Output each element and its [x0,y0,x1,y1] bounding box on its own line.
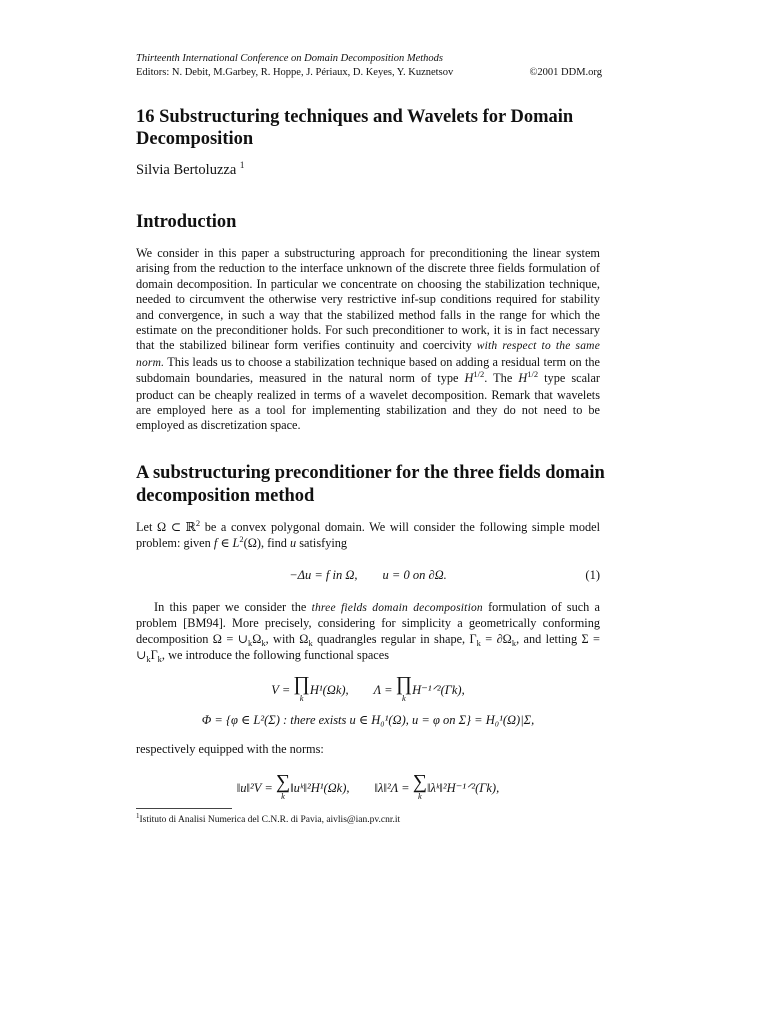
intro-text-b: This leads us to choose a stabilization technique based on adding a residual term on the subdomain boundaries, measured in the natural norm of type [136,354,600,386]
subscript: k [146,654,151,665]
text-fragment: satisfying [296,536,348,551]
subscript: k [511,637,517,648]
equation-spaces [136,673,600,704]
subscript: k [157,654,162,665]
product-symbol [395,673,413,704]
editors-line: Editors: N. Debit, M.Garbey, R. Hoppe, J. Périaux, D. Keyes, Y. Kuznetsov [136,67,454,78]
text-fragment: (Ω), find [243,536,291,551]
intro-text-d: type scalar product can be cheaply realized in terms of a wavelet decomposition. Remark that wavelets are employed here as a tool for implementing stabilization and they do not need to be employed as discretization space. [136,371,601,433]
math-inline: u [290,536,297,551]
product-glyph: ∏ [395,673,413,695]
intro-h-2: H [518,371,528,386]
text-fragment: Γ [150,648,158,663]
subscript: k [476,637,481,648]
equation-phi [136,712,600,728]
paper-title: 16 Substructuring techniques and Wavelets for Domain Decomposition [136,107,574,149]
model-problem-paragraph [136,520,600,553]
sum-glyph: ∑ [275,771,291,793]
equation-1-body: −Δu = f in Ω, u = 0 on ∂Ω. [289,568,447,582]
text-fragment: = ∂Ω [480,631,512,646]
product-glyph: ∏ [293,673,310,695]
text-fragment: be a convex polygonal domain. We will consider the following simple model problem: given [136,520,600,551]
math-fragment: H⁻¹ᐟ²(Γk), [412,682,465,697]
footnote-rule [136,808,232,809]
three-fields-paragraph [136,600,600,665]
footnote-mark: 1 [136,812,140,820]
introduction-paragraph [136,246,600,434]
math-fragment: V = [271,682,294,697]
text-fragment: , and letting Σ = ∪ [136,631,600,663]
three-fields-emphasis: three fields domain decomposition [311,602,483,614]
text-fragment: quadrangles regular in shape, Γ [312,631,477,646]
math-inline: f ∈ L [213,536,240,551]
section-heading-substructuring: A substructuring preconditioner for the three fields domain decomposition method [136,463,605,506]
section-heading-introduction: Introduction [136,212,237,232]
equation-1 [136,568,600,583]
intro-h-exp-1: 1/2 [473,369,485,380]
sum-index: k [417,791,422,801]
sum-index: k [281,791,285,801]
author [136,160,244,179]
text-fragment: Ω [252,631,262,646]
superscript: 2 [195,518,201,528]
superscript: 2 [239,534,244,545]
running-header [136,52,602,80]
product-symbol [293,673,310,704]
subscript: k [261,637,266,648]
product-index: k [299,693,304,703]
footnote [136,812,400,825]
sum-symbol [275,771,291,802]
copyright: ©2001 DDM.org [529,67,602,78]
math-fragment: ‖λᵏ‖²H⁻¹ᐟ²(Γk), [426,780,500,795]
intro-h-exp-2: 1/2 [527,369,539,380]
sum-glyph: ∑ [412,771,427,793]
equation-norms [136,771,600,802]
text-fragment: In this paper we consider the [154,600,312,614]
text-fragment: Let Ω ⊂ ℝ [136,520,196,534]
math-fragment: H¹(Ωk), Λ = [309,682,396,697]
intro-h-1: H [464,371,474,386]
text-fragment: , with Ω [265,631,309,646]
equation-number: (1) [585,568,600,582]
math-fragment: ‖uᵏ‖²H¹(Ωk), ‖λ‖²Λ = [290,780,413,795]
sum-symbol [412,771,427,802]
conference-name: Thirteenth International Conference on Domain Decomposition Methods [136,53,443,64]
equation-phi-body: Φ = {φ ∈ L²(Σ) : there exists u ∈ H₀¹(Ω), u = φ on Σ} = H₀¹(Ω)|Σ, [201,713,535,727]
intro-text-c: . The [484,371,519,386]
text-fragment: formulation of such a problem [BM94]. More precisely, considering for simplicity a geometrically conforming decomposition Ω = ∪ [136,600,600,646]
author-name: Silvia Bertoluzza [136,161,237,178]
author-footnote-mark: 1 [239,160,245,170]
subscript: k [308,637,313,648]
math-fragment: ‖u‖²V = [236,780,276,795]
intro-text-a: We consider in this paper a substructuring approach for preconditioning the linear system arising from the reduction to the interface unknown of the discrete three fields formulation of domain decomposition. In particular we concentrate on choosing the stabilization technique, needed to circumvent the otherwise very restrictive inf-sup conditions required for stability and convergence, in such a way that the stabilized method falls in the range for which the estimate on the preconditioner holds. For such preconditioner to work, it is in fact necessary that the stabilized bilinear form verifies continuity and coercivity [136,246,600,353]
intro-emphasis: with respect to the same norm. [136,340,600,369]
product-index: k [402,693,406,703]
norms-paragraph: respectively equipped with the norms: [136,742,324,756]
text-fragment: , we introduce the following functional spaces [161,648,390,663]
subscript: k [247,637,253,648]
footnote-text: Istituto di Analisi Numerica del C.N.R. di Pavia, aivlis@ian.pv.cnr.it [139,815,401,826]
